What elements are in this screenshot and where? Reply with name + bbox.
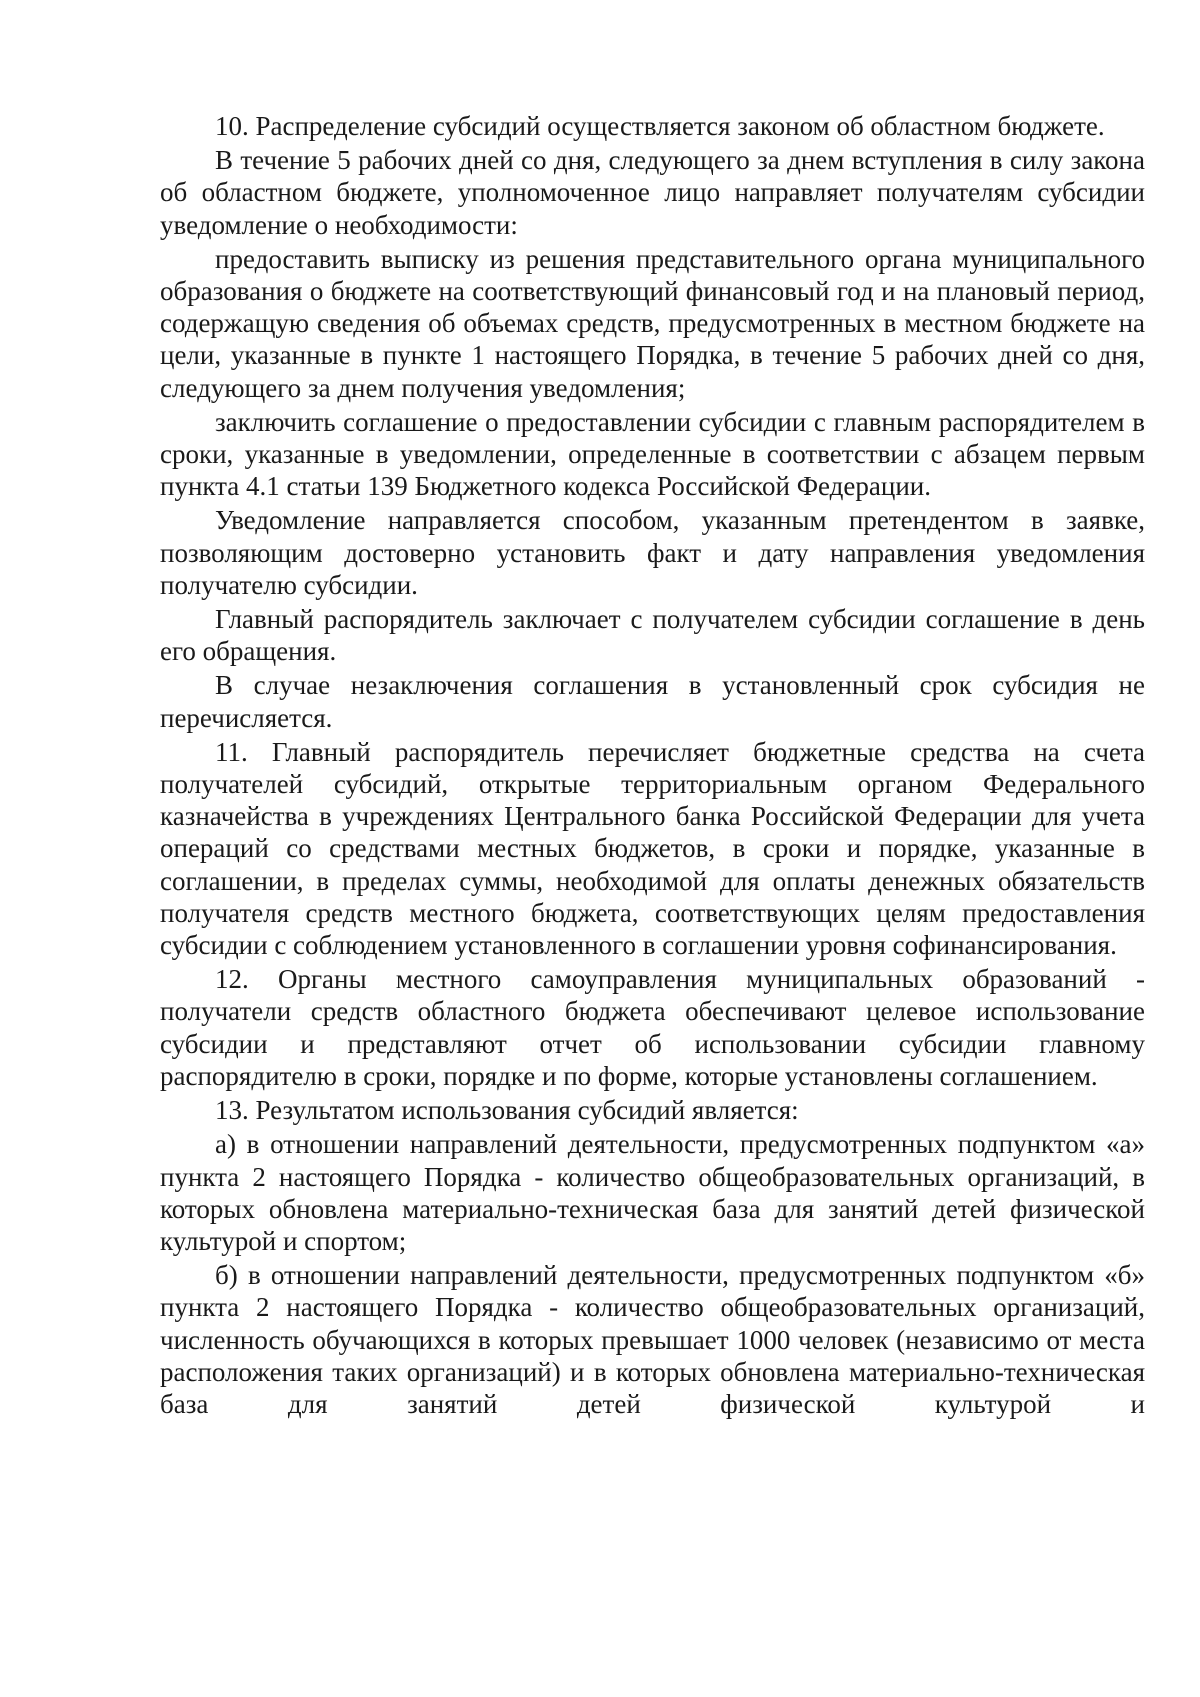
paragraph-notification-deadline: В течение 5 рабочих дней со дня, следующего за днем вступления в силу закона об областном бюджете, уполномоченное лицо направляет получателям субсидии уведомление о необходимости: [160, 145, 1145, 240]
paragraph-11: 11. Главный распорядитель перечисляет бюджетные средства на счета получателей субсидий, открытые территориальным органом Федерального казначейства в учреждениях Центрального банка Российской Федерации для учета операций со средствами местных бюджетов, в сроки и порядке, указанные в соглашении, в пределах суммы, необходимой для оплаты денежных обязательств получателя средств местного бюджета, соответствующих целям предоставления субсидии с соблюдением установленного в соглашении уровня софинансирования. [160, 736, 1145, 961]
paragraph-provide-extract: предоставить выписку из решения представительного органа муниципального образования о бюджете на соответствующий финансовый год и на плановый период, содержащую сведения об объемах средств, предусмотренных в местном бюджете на цели, указанные в пункте 1 настоящего Порядка, в течение 5 рабочих дней со дня, следующего за днем получения уведомления; [160, 243, 1145, 403]
paragraph-10: 10. Распределение субсидий осуществляется законом об областном бюджете. [215, 111, 1105, 141]
document-body [160, 110, 1145, 1422]
paragraph-agreement-day: Главный распорядитель заключает с получателем субсидии соглашение в день его обращения. [160, 604, 1145, 667]
paragraph-13-a: а) в отношении направлений деятельности, предусмотренных подпунктом «а» пункта 2 настоящего Порядка - количество общеобразовательных организаций, в которых обновлена материально-техническая база для занятий детей физической культурой и спортом; [160, 1129, 1145, 1256]
paragraph-conclude-agreement: заключить соглашение о предоставлении субсидии с главным распорядителем в сроки, указанные в уведомлении, определенные в соответствии с абзацем первым пункта 4.1 статьи 139 Бюджетного кодекса Российской Федерации. [160, 406, 1145, 502]
paragraph-non-conclusion: В случае незаключения соглашения в установленный срок субсидия не перечисляется. [160, 670, 1145, 733]
paragraph-13: 13. Результатом использования субсидий является: [215, 1095, 799, 1126]
paragraph-12: 12. Органы местного самоуправления муниципальных образований - получатели средств областного бюджета обеспечивают целевое использование субсидии и представляют отчет об использовании субсидии главному распорядителю в сроки, порядке и по форме, которые установлены соглашением. [160, 964, 1145, 1091]
paragraph-notification-method: Уведомление направляется способом, указанным претендентом в заявке, позволяющим достоверно установить факт и дату направления уведомления получателю субсидии. [160, 505, 1145, 600]
paragraph-13-b: б) в отношении направлений деятельности, предусмотренных подпунктом «б» пункта 2 настоящего Порядка - количество общеобразовательных организаций, численность обучающихся в которых превышает 1000 человек (независимо от места расположения таких организаций) и в которых обновлена материально-техническая база для занятий детей физической культурой и [160, 1260, 1145, 1419]
